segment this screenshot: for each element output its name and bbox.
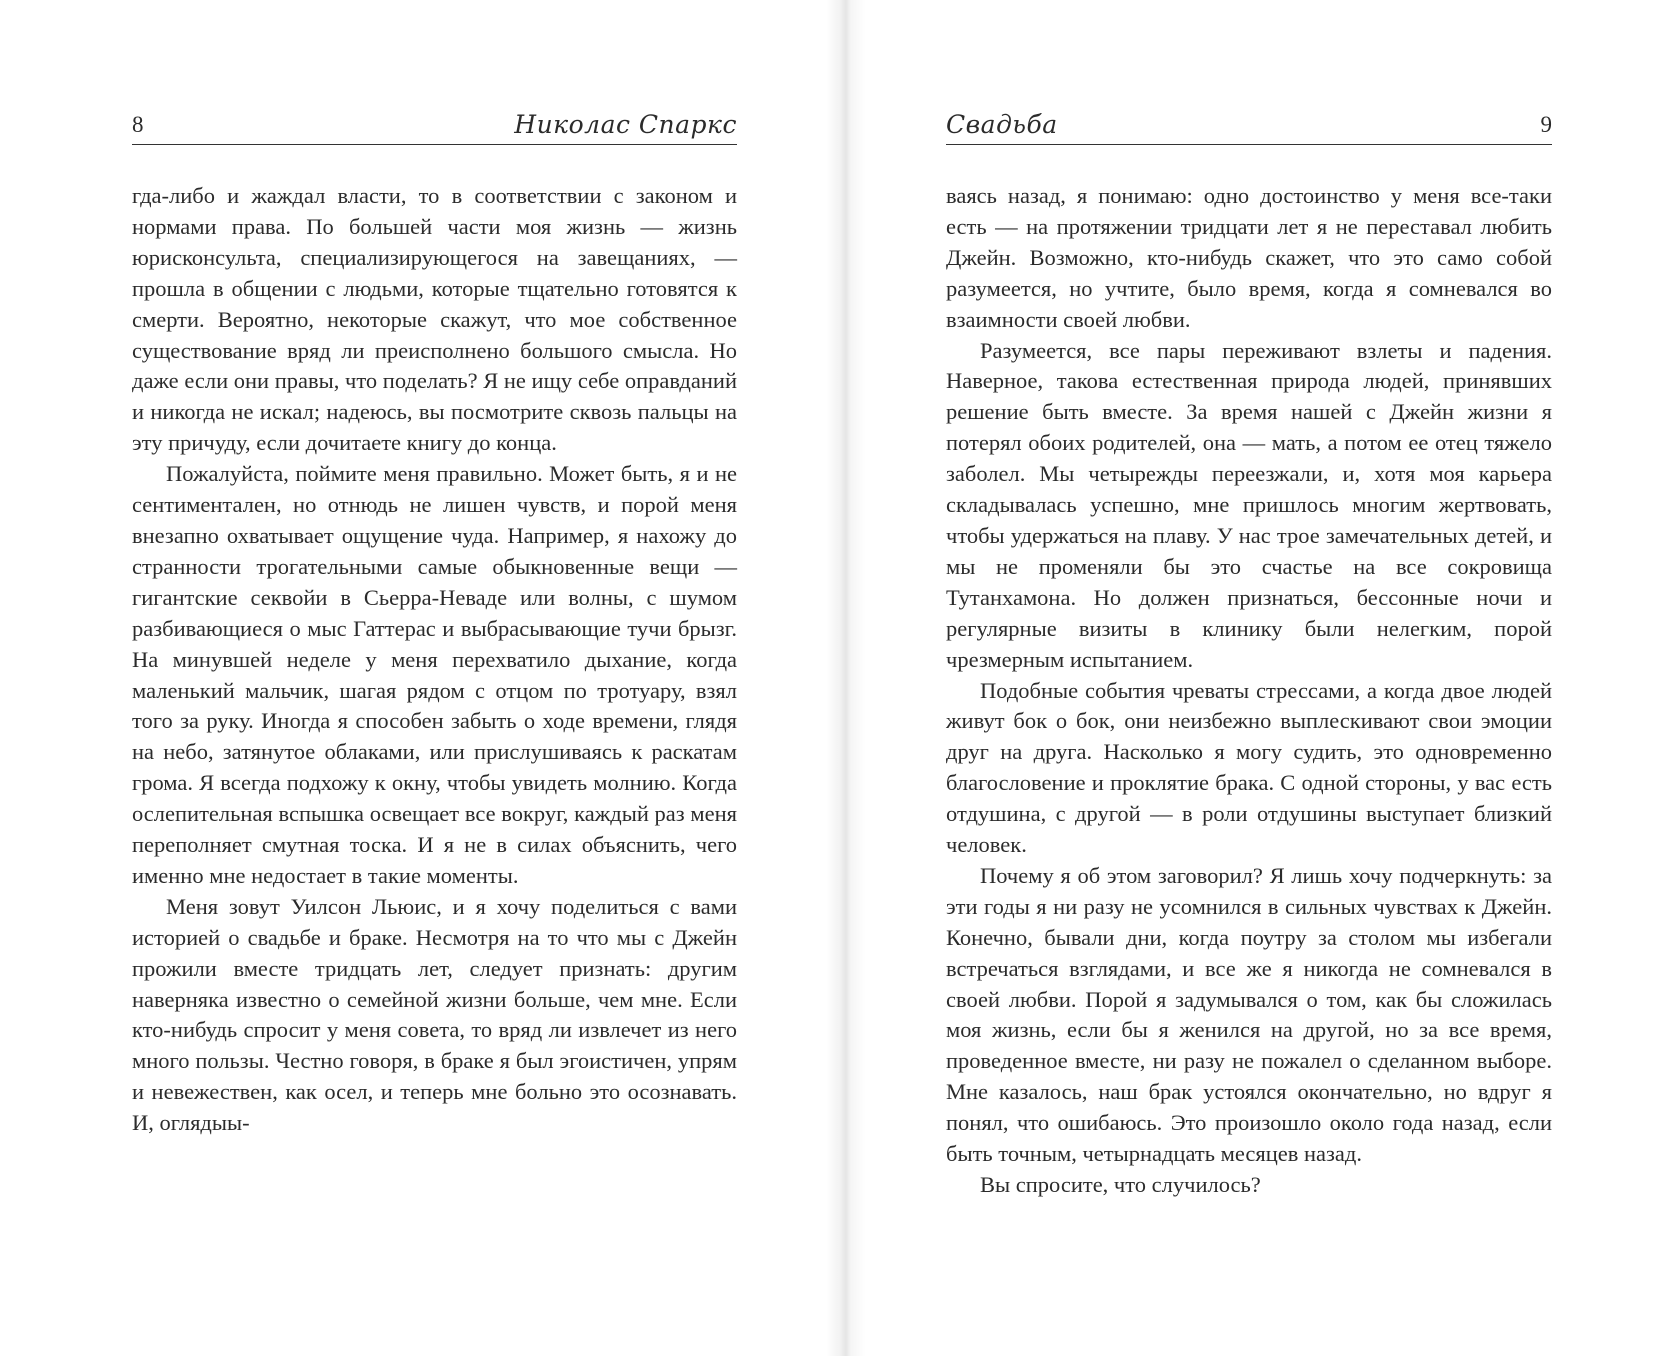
right-page [838, 0, 1678, 1356]
right-paragraph-5: Вы спросите, что случилось? [980, 1172, 1261, 1197]
right-paragraph-4: Почему я об этом заговорил? Я лишь хочу подчеркнуть: за эти годы я ни разу не усомнился в сильных чувствах к Джейн. Конечно, бывали дни, когда поутру за столом мы избегали встречаться взглядами, и все же я никогда не сомневался в своей любви. Порой я задумывался о том, как бы сложилась моя жизнь, если бы я женился на другой, но за все время, проведенное вместе, ни разу не пожалел о сделанном выборе. Мне казалось, наш брак устоялся окончательно, но вдруг я понял, что ошибаюсь. Это произошло около года назад, если быть точным, четырнадцать месяцев назад. [946, 862, 1552, 1167]
left-page-header [132, 106, 737, 145]
left-page-number: 8 [132, 112, 144, 137]
right-running-head-title: Свадьба [946, 110, 1058, 139]
right-paragraph-2: Разумеется, все пары переживают взлеты и падения. Наверное, такова естественная природа людей, принявших решение быть вместе. За время нашей с Джейн жизни я потерял обоих родителей, она — мать, а потом ее отец тяжело заболел. Мы четырежды переезжали, и, хотя моя карьера складывалась успешно, мне пришлось многим жертвовать, чтобы удержаться на плаву. У нас трое замечательных детей, и мы не променяли бы это счастье на все сокровища Тутанхамона. Но должен признаться, бессонные ночи и регулярные визиты в клинику были нелегким, порой чрезмерным испытанием. [946, 337, 1552, 672]
left-paragraph-2: Пожалуйста, поймите меня правильно. Может быть, я и не сентиментален, но отнюдь не лишен чувств, и порой меня внезапно охватывает ощущение чуда. Например, я нахожу до странности трогательными самые обыкновенные вещи — гигантские секвойи в Сьерра-Неваде или волны, с шумом разбивающиеся о мыс Гаттерас и выбрасывающие тучи брызг. На минувшей неделе у меня перехватило дыхание, когда маленький мальчик, шагая рядом с отцом по тротуару, взял того за руку. Иногда я способен забыть о ходе времени, глядя на небо, затянутое облаками, или прислушиваясь к раскатам грома. Я всегда подхожу к окну, чтобы увидеть молнию. Когда ослепительная вспышка освещает все вокруг, каждый раз меня переполняет смутная тоска. И я не в силах объяснить, чего именно мне недостает в такие моменты. [132, 461, 737, 888]
left-page-body [132, 181, 737, 1139]
left-running-head-author: Николас Спаркс [514, 110, 737, 139]
left-paragraph-1: гда-либо и жаждал власти, то в соответствии с законом и нормами права. По большей части моя жизнь — жизнь юрисконсульта, специализирующегося на завещаниях, — прошла в общении с людьми, которые тщательно готовятся к смерти. Вероятно, некоторые скажут, что мое собственное существование вряд ли преисполнено большого смысла. Но даже если они правы, что поделать? Я не ищу себе оправданий и никогда не искал; надеюсь, вы посмотрите сквозь пальцы на эту причуду, если дочитаете книгу до конца. [132, 183, 737, 456]
right-paragraph-1: ваясь назад, я понимаю: одно достоинство у меня все-таки есть — на протяжении тридцати лет я не переставал любить Джейн. Возможно, кто-нибудь скажет, что это само собой разумеется, но учтите, было время, когда я сомневался во взаимности своей любви. [946, 183, 1552, 332]
right-page-body [946, 181, 1552, 1201]
left-paragraph-3: Меня зовут Уилсон Льюис, и я хочу поделиться с вами историей о свадьбе и браке. Несмотря на то что мы с Джейн прожили вместе тридцать лет, следует признать: другим наверняка известно о семейной жизни больше, чем мне. Если кто-нибудь спросит у меня совета, то вряд ли извлечет из него много пользы. Честно говоря, в браке я был эгоистичен, упрям и невежествен, как осел, и теперь мне больно это осознавать. И, оглядыы- [132, 893, 737, 1136]
right-page-header [946, 106, 1552, 145]
right-paragraph-3: Подобные события чреваты стрессами, а когда двое людей живут бок о бок, они неизбежно выплескивают свои эмоции друг на друга. Насколько я могу судить, это одновременно благословение и проклятие брака. С одной стороны, у вас есть отдушина, с другой — в роли отдушины выступает близкий человек. [946, 677, 1552, 858]
left-page [0, 0, 838, 1356]
right-page-number: 9 [1540, 112, 1552, 137]
